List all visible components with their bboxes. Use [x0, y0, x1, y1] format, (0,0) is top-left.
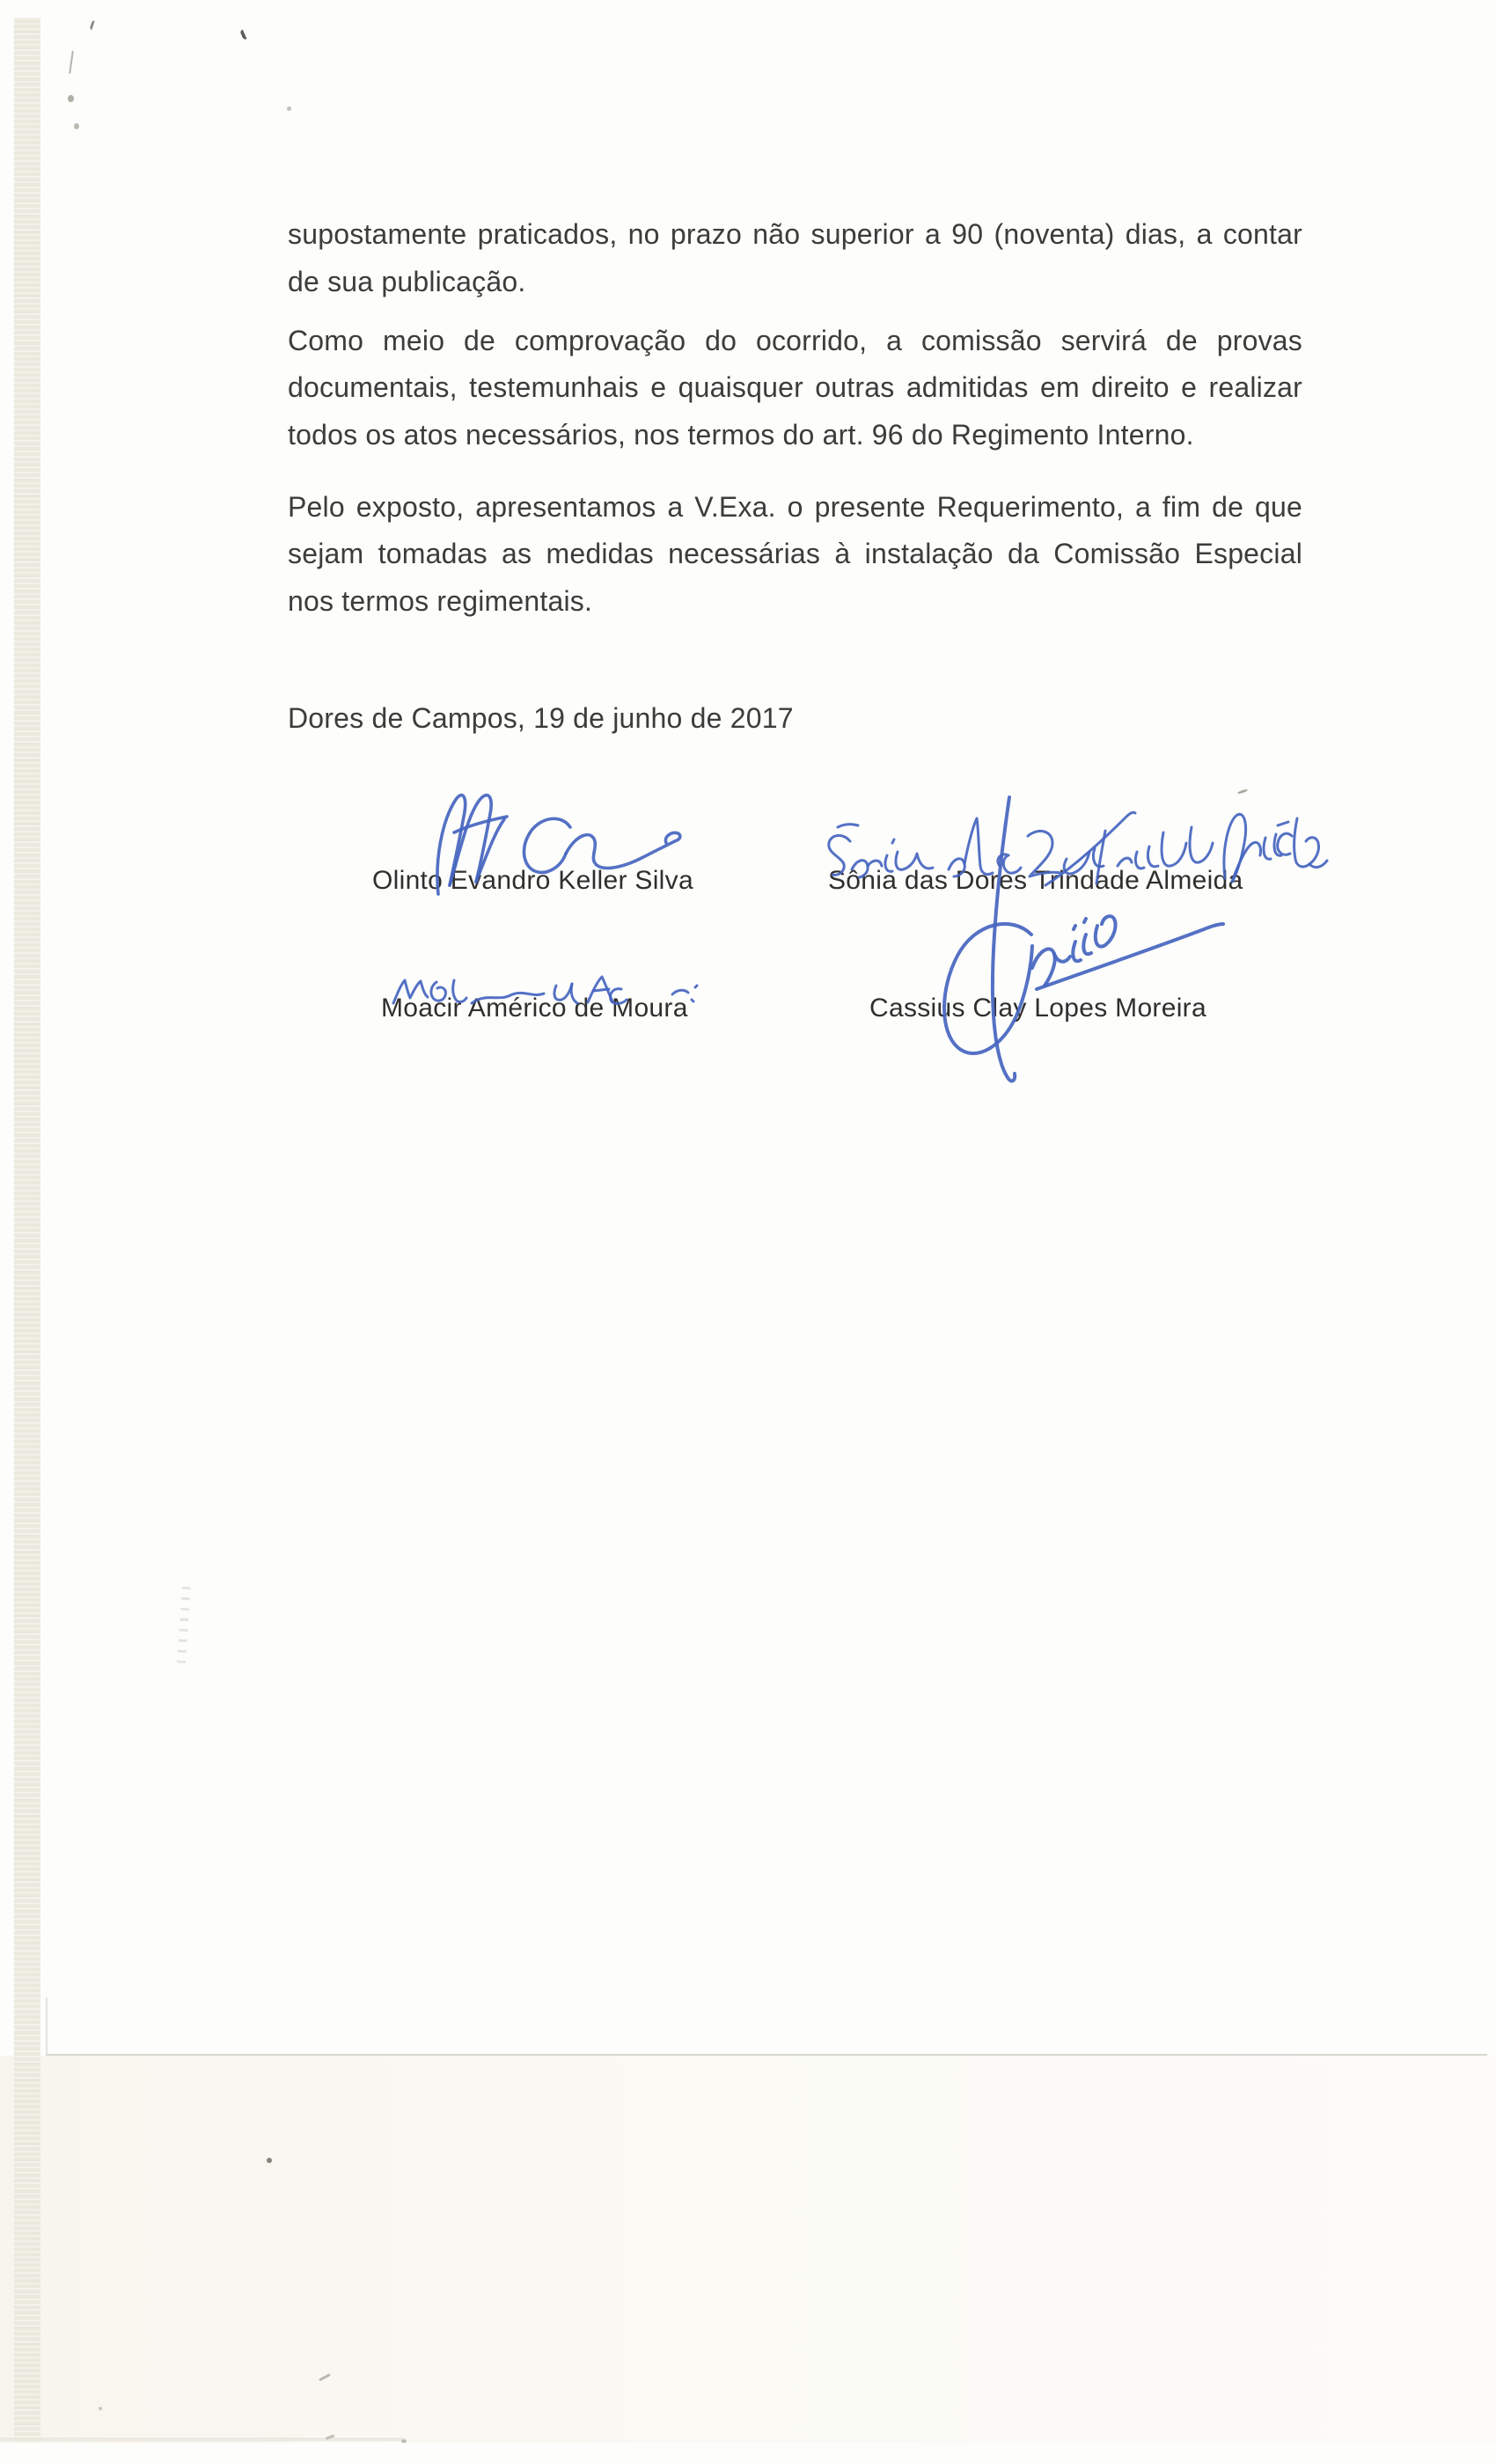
- signatory-name-moacir: Moacir Américo de Moura: [381, 994, 688, 1023]
- scan-speck: [74, 123, 79, 129]
- signature-ink-cassius: [944, 797, 1223, 1081]
- scan-speck: [99, 2407, 102, 2410]
- date-line: Dores de Campos, 19 de junho de 2017: [288, 702, 794, 734]
- signatory-name-olinto: Olinto Evandro Keller Silva: [372, 866, 693, 895]
- signatory-name-sonia: Sônia das Dores Trindade Almeida: [828, 866, 1243, 895]
- signatory-name-cassius: Cassius Clay Lopes Moreira: [869, 994, 1206, 1023]
- paragraph-line: sejam tomadas as medidas necessárias à instalação da Comissão Especial: [288, 538, 1302, 569]
- paragraph-line: documentais, testemunhais e quaisquer outras admitidas em direito e realizar: [288, 371, 1302, 403]
- signature-ink-olinto: [437, 796, 680, 894]
- paragraph-line: supostamente praticados, no prazo não superior a 90 (noventa) dias, a contar: [288, 218, 1302, 250]
- paragraph-line: Como meio de comprovação do ocorrido, a comissão servirá de provas: [288, 325, 1302, 356]
- paragraph-line: todos os atos necessários, nos termos do art. 96 do Regimento Interno.: [288, 419, 1194, 451]
- signature-ink-moacir: [393, 977, 697, 1004]
- scan-speck: [267, 2158, 272, 2163]
- paragraph-line: nos termos regimentais.: [288, 585, 593, 617]
- scan-speck: [68, 95, 74, 102]
- paragraph-line: Pelo exposto, apresentamos a V.Exa. o presente Requerimento, a fim de que: [288, 491, 1302, 523]
- signature-ink-sonia: [829, 812, 1327, 885]
- scan-speck: [287, 106, 291, 111]
- paragraph-line: de sua publicação.: [288, 266, 526, 297]
- scan-speck: [401, 2439, 407, 2443]
